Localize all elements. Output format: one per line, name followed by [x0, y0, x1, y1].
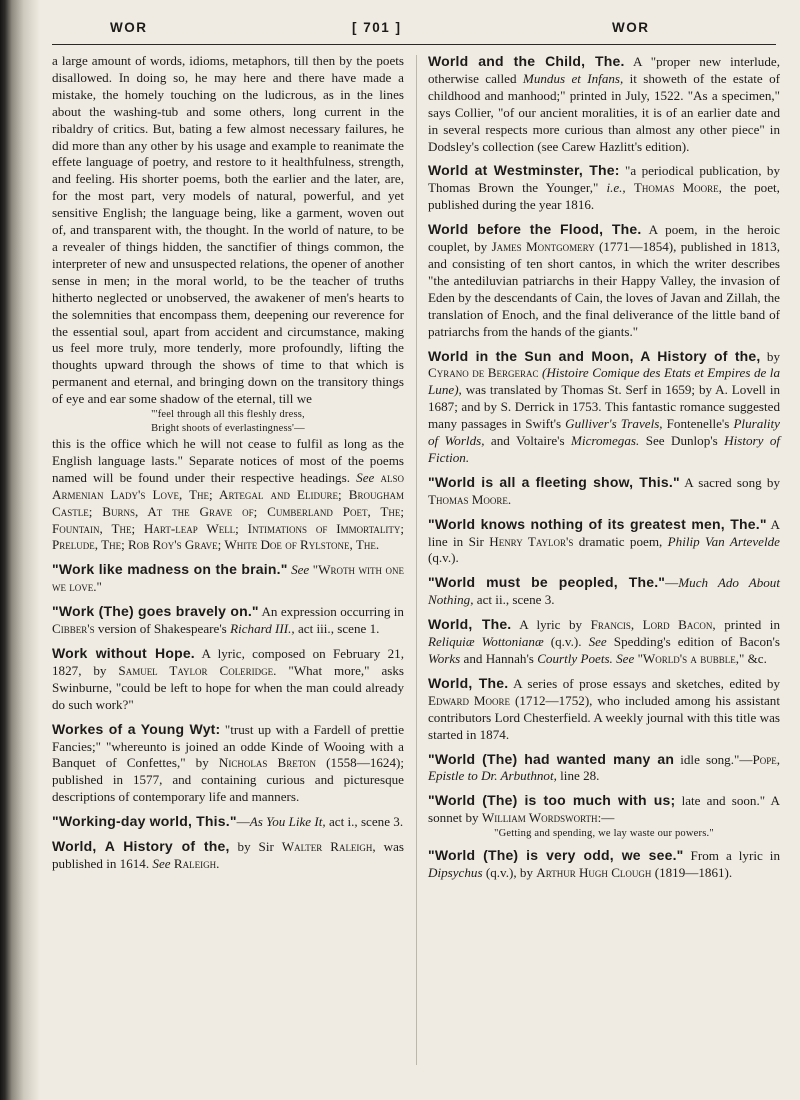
- entry-text: and Voltaire's: [490, 433, 565, 449]
- entry-text: An expression occurring in: [261, 604, 404, 620]
- entry-world-knows-nothing: [428, 516, 780, 568]
- see-label: See: [616, 651, 635, 666]
- entry-world-and-the-child: [428, 53, 780, 155]
- author-name: Walter Raleigh,: [281, 839, 376, 855]
- entry-world-too-much-with-us: [428, 792, 780, 840]
- continuation-paragraph: a large amount of words, idioms, metaphors, till then by the poets disallowed. In doing so, he may here and there have made a mistake, the homely touching on the ludicrous, as in the lines about the washing-tub and some others, long current in the ribaldry of critics. But, bating a few almost necessary failures, he did more than any other by his usage and example to reanimate the effete language of poetry, and restore to it healthfulness, strength, and feeling. His shorter poems, both the earlier and the later, are, for the most part, very models of natural, powerful, and yet sensitive English; the language being, like a garment, woven out of, and transparent with, the thought. In the world of nature, to be a revealer of things hidden, the sanctifier of things common, the interpreter of new and unsuspected relations, the opener of another sense in men; in the moral world, to be the teacher of truths hitherto neglected or unobserved, the awakener of men's hearts to the solemnities that encompass them, deepening our reverence for the essential soul, apart from accident and circumstance, making us feel more truly, more tenderly, more profoundly, lifting the thoughts upward through the shows of time to that which is permanent and eternal, and bringing down on the transitory things of eye and ear some shadow of the eternal, till we: [52, 53, 404, 407]
- author-name: Edward Moore: [428, 692, 511, 708]
- entry-text: dramatic poem,: [578, 533, 663, 549]
- column-divider: [416, 55, 417, 1065]
- entry-text: A "proper new interlude, otherwise called: [428, 54, 780, 86]
- entry-text: and Hannah's: [463, 651, 534, 666]
- headword: "World (The) had wanted many an: [428, 750, 675, 767]
- entry-world-at-westminster: [428, 162, 780, 214]
- dash: —: [665, 575, 679, 591]
- work-title: (Histoire Comique des Etats et Empires de la Lune),: [428, 365, 780, 398]
- headword: World in the Sun and Moon, A History of the,: [428, 347, 761, 364]
- cross-reference: "Wroth with one we love.": [52, 562, 404, 595]
- entry-text: A line in Sir: [428, 516, 780, 549]
- closing-text: this is the office which he will not cease to fulfil as long as the English language lasts." Separate notices of most of the poems named will be found under their respective headings.: [52, 436, 404, 485]
- author-name: Samuel Taylor Coleridge.: [118, 662, 277, 678]
- headword: World before the Flood, The.: [428, 221, 642, 238]
- headword: "World (The) is too much with us;: [428, 792, 676, 809]
- entry-text: act i., scene 3.: [328, 814, 404, 830]
- headword: "World (The) is very odd, we see.": [428, 847, 684, 864]
- author-name: Arthur Hugh Clough: [536, 865, 652, 881]
- entry-text: A poem, in the heroic couplet, by: [428, 222, 780, 255]
- entry-text: A series of prose essays and sketches, edited by: [513, 675, 780, 691]
- headword: World, A History of the,: [52, 838, 230, 855]
- see-label: See: [588, 634, 607, 650]
- entry-text: A lyric by: [519, 617, 583, 633]
- author-name: Thomas Moore,: [633, 180, 722, 196]
- header-right-guideword: WOR: [612, 20, 650, 35]
- entry-text: "a periodical publication, by Thomas Brown the Younger,": [428, 163, 781, 196]
- entry-text: "trust up with a Fardell of prettie Fancies;" "whereunto is joined an odde Kinde of Wooing with a Banquet of Confettes," by: [52, 721, 405, 771]
- entry-world-the-lyric: [428, 616, 780, 668]
- entry-world-had-wanted: [428, 751, 780, 786]
- entry-text: &c.: [747, 651, 767, 666]
- headword: "World knows nothing of its greatest men, The.": [428, 515, 767, 532]
- book-binding-shadow: [0, 0, 40, 1100]
- running-header: [52, 20, 776, 42]
- right-column: [428, 53, 780, 889]
- entry-text: A sacred song by: [684, 474, 780, 490]
- entry-text: by Sir: [237, 839, 274, 855]
- see-also-list: also Armenian Lady's Love, The; Artegal and Elidure; Brougham Castle; Burns, At the Grave of; Cumberland Poet, The; Fountain, The; Hart-leap Well; Intimations of Immortality; Prelude, The; Rob Roy's Grave; White Doe of Rylstone, The.: [52, 469, 405, 553]
- wordsworth-entry-continuation: [52, 53, 404, 554]
- entry-text: Fontenelle's: [666, 416, 730, 432]
- work-title: Philip Van Artevelde: [667, 533, 780, 549]
- header-rule: [52, 44, 776, 45]
- headword: World and the Child, The.: [428, 53, 625, 69]
- work-title: Reliquiæ Wottonianæ: [428, 634, 544, 650]
- entry-workes-of-a-young-wyt: [52, 721, 404, 807]
- author-name: James Montgomery: [491, 239, 595, 255]
- entry-text: (1819—1861).: [654, 865, 733, 881]
- entry-text: late and soon." A sonnet by: [428, 793, 780, 826]
- entry-work-without-hope: [52, 645, 404, 714]
- entry-text: (1771—1854), published in 1813, and consisting of ten short cantos, in which the writer describes "the antediluvian patriarchs in their Happy Valley, the invasion of Eden by the descendants of Cain, the loves of Javan and Zillah, the translation of Enoch, and the final deliverance of the little band of patriarchs from the hands of the giants.": [428, 239, 780, 339]
- entry-text: A lyric, composed on February 21, 1827, by: [52, 646, 404, 678]
- abbreviation: i.e.,: [606, 180, 626, 196]
- entry-text: idle song."—: [680, 751, 753, 767]
- entry-text: (1558—1624); published in 1577, and containing curious and picturesque descriptions of contemporary life and manners.: [52, 755, 404, 805]
- cross-reference: "World's a bubble,": [637, 651, 745, 666]
- dash: —: [236, 814, 250, 830]
- author-name: Francis, Lord Bacon,: [590, 617, 716, 633]
- two-column-body: [52, 53, 781, 1083]
- entry-world-in-sun-and-moon: [428, 348, 780, 467]
- entry-working-day-world: [52, 813, 404, 831]
- entry-text: was published in 1614.: [52, 839, 404, 871]
- quoted-verse-line: "Getting and spending, we lay waste our powers.": [494, 828, 714, 840]
- entry-text: "What more," asks Swinburne, "could be left to hope for when the man could already do such work?": [52, 662, 404, 712]
- work-title: Mundus et Infans,: [522, 70, 624, 86]
- headword: World, The.: [428, 616, 512, 633]
- entry-text: (q.v.).: [550, 634, 582, 650]
- cross-reference: Raleigh.: [173, 855, 220, 871]
- author-name: Cibber's: [52, 621, 95, 637]
- entry-text: :—: [597, 810, 615, 826]
- dictionary-page: [52, 20, 781, 1090]
- headword: Workes of a Young Wyt:: [52, 720, 221, 737]
- entry-text: (1712—1752), who included among his assistant contributors Lord Chesterfield. A weekly journal with this title was started in 1874.: [428, 692, 780, 742]
- author-name: Cyrano de Bergerac: [428, 365, 539, 381]
- see-label: See: [356, 469, 375, 485]
- work-title: Much Ado About Nothing,: [428, 575, 780, 608]
- entry-world-a-history: [52, 838, 404, 873]
- entry-text: the poet, published during the year 1816.: [428, 180, 780, 213]
- work-title: Richard III.,: [230, 621, 295, 637]
- headword: Work without Hope.: [52, 645, 195, 661]
- entry-text: line 28.: [560, 768, 600, 784]
- entry-text: From a lyric in: [690, 848, 780, 864]
- work-title: Dipsychus: [428, 865, 483, 881]
- headword: "World is all a fleeting show, This.": [428, 473, 680, 490]
- entry-text: Spedding's edition of Bacon's: [613, 634, 781, 650]
- work-title: Epistle to Dr. Arbuthnot,: [428, 768, 557, 784]
- entry-world-must-be-peopled: [428, 574, 780, 609]
- entry-world-before-the-flood: [428, 221, 780, 340]
- work-title: As You Like It,: [249, 814, 326, 830]
- entry-work-goes-bravely: [52, 603, 404, 638]
- headword: "Work (The) goes bravely on.": [52, 603, 259, 620]
- entry-text: act ii., scene 3.: [476, 592, 555, 608]
- work-title: Works: [428, 651, 461, 666]
- entry-work-like-madness: [52, 561, 404, 596]
- quoted-verse-line-1: "'feel through all this fleshly dress,: [151, 409, 305, 421]
- entry-world-very-odd: [428, 847, 780, 882]
- entry-text: act iii., scene 1.: [297, 621, 380, 637]
- page-number: [ 701 ]: [352, 20, 402, 35]
- author-name: William Wordsworth: [481, 810, 598, 826]
- header-left-guideword: WOR: [110, 20, 148, 35]
- entry-text: it showeth of the estate of childhood and manhood;" printed in July, 1522. "As a specimen," says Collier, "of our ancient moralities, it is of an earlier date and in several respects more curious than almost any other piece" in Dodsley's collection (see Carew Hazlitt's edition).: [428, 70, 781, 154]
- author-name: Thomas Moore.: [428, 491, 512, 507]
- work-title: Courtly Poets.: [537, 651, 613, 666]
- entry-text: (q.v.), by: [485, 865, 533, 881]
- headword: World at Westminster, The:: [428, 162, 620, 179]
- headword: "World must be peopled, The.": [428, 574, 666, 591]
- entry-text: See Dunlop's: [645, 433, 718, 449]
- entry-text: printed in: [724, 617, 780, 633]
- author-name: Henry Taylor's: [489, 533, 574, 549]
- work-title: Gulliver's Travels,: [565, 416, 663, 432]
- work-title: History of Fiction.: [428, 433, 781, 465]
- quoted-verse-line-2: Bright shoots of everlastingness'—: [151, 423, 305, 435]
- entry-text: was translated by Thomas St. Serf in 1659; by A. Lovell in 1687; and by S. Derrick in 1753. This fantastic romance suggested many passages in Swift's: [428, 382, 780, 432]
- author-name: Pope,: [752, 751, 781, 767]
- headword: "Work like madness on the brain.": [52, 561, 288, 578]
- see-label: See: [152, 855, 171, 871]
- see-also-paragraph: [52, 436, 404, 554]
- see-label: See: [291, 562, 310, 578]
- work-title: Micromegas.: [571, 433, 640, 449]
- entry-world-the-essays: [428, 675, 780, 744]
- entry-text: version of Shakespeare's: [97, 621, 227, 637]
- headword: "Working-day world, This.": [52, 813, 237, 830]
- entry-text: (q.v.).: [428, 550, 459, 566]
- headword: World, The.: [428, 674, 509, 691]
- entry-text: by: [766, 348, 780, 364]
- entry-world-fleeting-show: [428, 474, 780, 509]
- work-title: Plurality of Worlds,: [428, 416, 780, 449]
- left-column: [52, 53, 404, 880]
- author-name: Nicholas Breton: [218, 755, 317, 771]
